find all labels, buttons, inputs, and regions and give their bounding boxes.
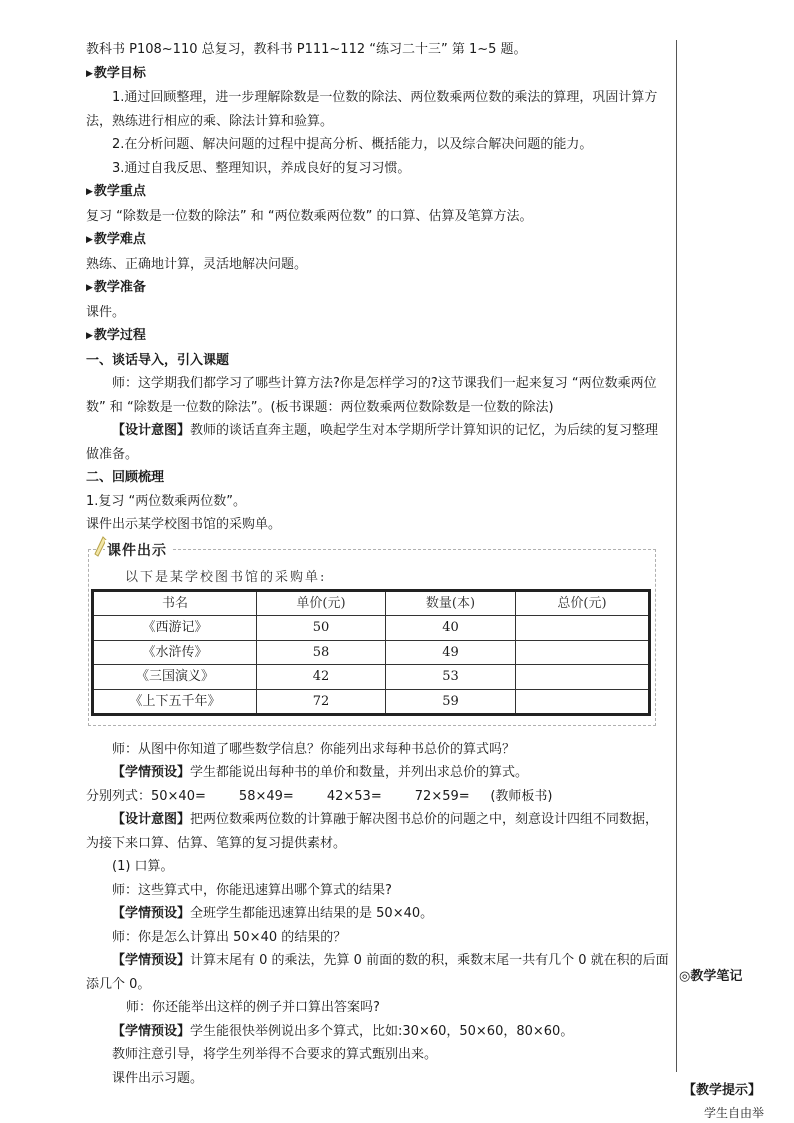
preset-tag: 【学情预设】	[112, 953, 191, 968]
triangle-bullet-icon: ▶	[86, 187, 93, 197]
triangle-bullet-icon: ▶	[86, 283, 93, 293]
column-header: 书名	[93, 590, 257, 616]
goal-item: 3.通过自我反思、整理知识，养成良好的复习习惯。	[112, 160, 411, 176]
table-cell: 《水浒传》	[93, 640, 257, 665]
column-header: 单价(元)	[257, 590, 386, 616]
part1-paragraph: 师：这学期我们都学习了哪些计算方法?你是怎样学习的?这节课我们一起来复习 “两位数乘两位数” 和 “除数是一位数的除法”。(板书课题：两位数乘两位数除数是一位数的除法)	[86, 376, 657, 415]
table-row	[93, 616, 650, 641]
purchase-table	[91, 589, 651, 717]
triangle-bullet-icon: ▶	[86, 331, 93, 341]
table-cell: 72	[257, 689, 386, 715]
table-cell: 《三国演义》	[93, 665, 257, 690]
preset-3: 【学情预设】计算末尾有 0 的乘法，先算 0 前面的数的积，乘数末尾一共有几个 0 就在积的后面添几个 0。	[86, 953, 669, 992]
preset-tag: 【学情预设】	[112, 765, 191, 780]
teaching-tip-title: 【教学提示】	[683, 1083, 762, 1098]
table-cell: 42	[257, 665, 386, 690]
formula-line: 分别列式：50×40= 58×49= 42×53= 72×59= (教师板书)	[86, 788, 553, 804]
question-2: 师：这些算式中，你能迅速算出哪个算式的结果?	[112, 882, 392, 898]
table-cell	[516, 616, 650, 641]
design-intent-tag: 【设计意图】	[112, 812, 191, 827]
section-heading-process: ▶教学过程	[86, 328, 146, 343]
column-header: 数量(本)	[386, 590, 516, 616]
table-row	[93, 640, 650, 665]
table-cell: 50	[257, 616, 386, 641]
table-cell: 59	[386, 689, 516, 715]
section-heading-goal: ▶教学目标	[86, 65, 146, 81]
preset-2: 【学情预设】全班学生都能迅速算出结果的是 50×40。	[112, 906, 434, 921]
review-item-1: 1.复习 “两位数乘两位数”。	[86, 493, 247, 509]
preset-4: 【学情预设】学生能很快举例说出多个算式，比如:30×60，50×60，80×60。	[112, 1023, 574, 1039]
courseware-box	[88, 542, 656, 726]
teaching-tip-text: 学生自由举	[704, 1106, 765, 1120]
table-row	[93, 689, 650, 715]
section-heading-prep: ▶教学准备	[86, 280, 146, 295]
part1-title: 一、谈话导入，引入课题	[86, 352, 230, 368]
lesson-plan-body	[86, 38, 670, 1090]
prep-text: 课件。	[86, 304, 126, 320]
table-cell: 53	[386, 665, 516, 690]
design-intent-2: 【设计意图】把两位数乘两位数的计算融于解决图书总价的问题之中，刻意设计四组不同数据，为接下来口算、估算、笔算的复习提供素材。	[86, 812, 659, 851]
courseware-intro: 以下是某学校图书馆的采购单:	[125, 569, 327, 585]
preset-tag: 【学情预设】	[112, 1023, 191, 1039]
guide-text: 教师注意引导，将学生列举得不合要求的算式甄别出来。	[112, 1047, 438, 1062]
table-cell	[516, 665, 650, 690]
section-heading-key: ▶教学重点	[86, 184, 146, 199]
margin-divider	[676, 40, 677, 1072]
table-cell	[516, 689, 650, 715]
triangle-bullet-icon: ▶	[86, 235, 93, 245]
column-header: 总价(元)	[516, 590, 650, 616]
exercise-text: 课件出示习题。	[112, 1070, 204, 1086]
difficulty-text: 熟练、正确地计算，灵活地解决问题。	[86, 256, 308, 272]
design-intent-tag: 【设计意图】	[112, 423, 191, 438]
question-4: 师：你还能举出这样的例子并口算出答案吗?	[126, 1000, 380, 1015]
key-text: 复习 “除数是一位数的除法” 和 “两位数乘两位数” 的口算、估算及笔算方法。	[86, 208, 533, 224]
intro-line: 教科书 P108~110 总复习，教科书 P111~112 “练习二十三” 第 1~5 题。	[86, 42, 527, 57]
table-header-row	[93, 590, 650, 616]
table-cell: 58	[257, 640, 386, 665]
oral-calc-label: (1) 口算。	[112, 859, 174, 874]
table-cell: 《西游记》	[93, 616, 257, 641]
design-intent-1: 【设计意图】教师的谈话直奔主题，唤起学生对本学期所学计算知识的记忆，为后续的复习整理做准备。	[86, 423, 659, 462]
question-3: 师：你是怎么计算出 50×40 的结果的？	[112, 929, 347, 945]
table-cell: 《上下五千年》	[93, 689, 257, 715]
goal-item: 2.在分析问题、解决问题的过程中提高分析、概括能力，以及综合解决问题的能力。	[112, 137, 593, 152]
section-heading-difficulty: ▶教学难点	[86, 232, 146, 247]
teaching-notes-label: ◎教学笔记	[679, 969, 743, 984]
goal-item: 1.通过回顾整理，进一步理解除数是一位数的除法、两位数乘两位数的乘法的算理，巩固计算方法，熟练进行相应的乘、除法计算和验算。	[86, 90, 658, 129]
preset-tag: 【学情预设】	[112, 906, 191, 921]
table-cell	[516, 640, 650, 665]
table-row	[93, 665, 650, 690]
question-1: 师：从图中你知道了哪些数学信息？你能列出求每种书总价的算式吗？	[112, 741, 516, 757]
preset-1: 【学情预设】学生都能说出每种书的单价和数量，并列出求总价的算式。	[112, 765, 529, 780]
table-cell: 49	[386, 640, 516, 665]
part2-title: 二、回顾梳理	[86, 470, 165, 485]
courseware-title: 课件出示	[105, 540, 171, 564]
table-cell: 40	[386, 616, 516, 641]
review-item-1-desc: 课件出示某学校图书馆的采购单。	[86, 517, 282, 532]
triangle-bullet-icon: ▶	[86, 68, 93, 79]
